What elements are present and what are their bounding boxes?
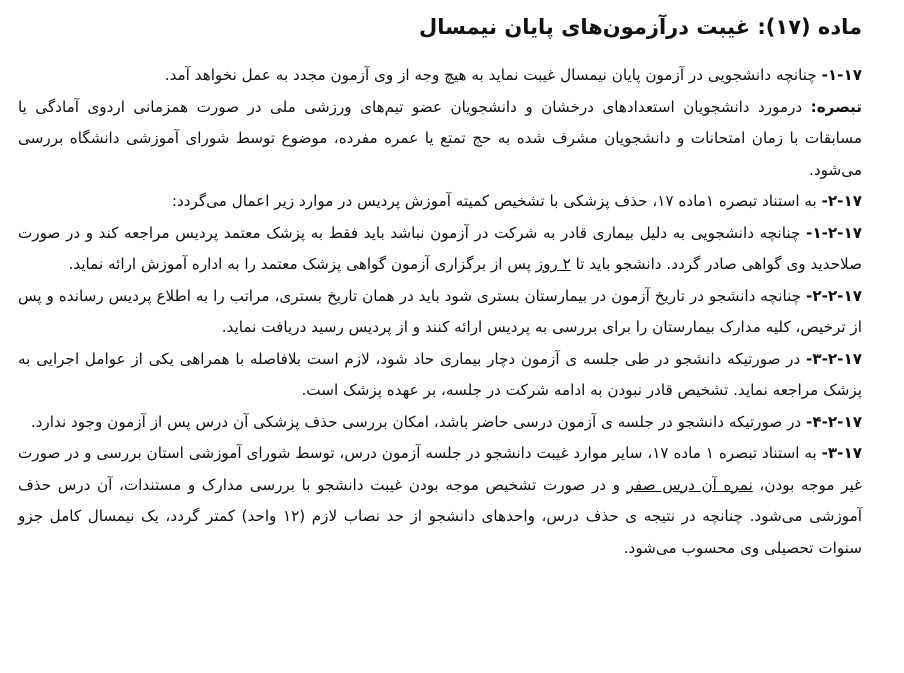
clause-17-2-4 <box>18 407 862 439</box>
clause-number: ۳-۱۷- <box>821 444 863 462</box>
note-label: تبصره: <box>810 97 862 116</box>
article-title: ماده (۱۷): غیبت درآزمون‌های پایان نیمسال <box>419 15 862 39</box>
underlined-zero-grade: نمره آن درس صفر <box>626 475 753 494</box>
clause-number: ۱-۲-۱۷- <box>806 223 862 242</box>
clause-17-1 <box>18 60 862 92</box>
clause-17-3 <box>18 438 862 564</box>
note-paragraph <box>18 92 862 187</box>
clause-text: چنانچه دانشجویی به دلیل بیماری قادر به شرکت در آزمون نباشد باید فقط به پزشک معتمد پردیس مراجعه کند و در صورت صلاحدید وی گواهی صادر گردد. دانشجو باید تا <box>18 223 862 273</box>
clause-17-2-2 <box>18 281 862 344</box>
clause-number: ۳-۲-۱۷- <box>806 349 862 368</box>
clause-number: ۴-۲-۱۷- <box>806 412 862 431</box>
clause-text: به استناد تبصره ۱ ماده ۱۷، سایر موارد غیبت دانشجو در جلسه آزمون درس، توسط شورای آموزشی استان بررسی و در صورت غیر موجه بودن، <box>18 444 862 494</box>
clause-text: چنانچه دانشجویی در آزمون پایان نیمسال غیبت نماید به هیچ وجه از وی آزمون مجدد به عمل نخواهد آمد. <box>164 66 822 84</box>
clause-number: ۲-۲-۱۷- <box>806 286 862 305</box>
clause-17-2 <box>18 186 862 218</box>
clause-text-continued: و در صورت تشخیص موجه بودن غیبت دانشجو با بررسی مدارک و مستندات، آن درس حذف آموزشی می‌شود. چنانچه در نتیجه ی حذف درس، واحدهای دانشجو از حد نصاب لازم (۱۲ واحد) کمتر گردد، یک نیمسال کامل جزو سنوات تحصیلی وی محسوب می‌شود. <box>18 475 862 557</box>
clause-text: چنانچه دانشجو در تاریخ آزمون در بیمارستان بستری شود باید در همان تاریخ بستری، مراتب را به اطلاع پردیس رسانده و پس از ترخیص، کلیه مدارک بیمارستان را برای بررسی به پردیس ارائه کنند و از پردیس رسید دریافت نماید. <box>18 286 862 336</box>
note-text: درمورد دانشجویان استعدادهای درخشان و دانشجویان عضو تیم‌های ورزشی ملی در صورت همزمانی اردوی آمادگی یا مسابقات با زمان امتحانات و دانشجویان مشرف شده به حج تمتع یا عمره مفرده، موضوع توسط شورای آموزشی دانشگاه بررسی می‌شود. <box>18 97 862 179</box>
clause-text: در صورتیکه دانشجو در طی جلسه ی آزمون دچار بیماری حاد شود، لازم است بلافاصله با همراهی یکی از عوامل اجرایی به پزشک مراجعه نماید. تشخیص قادر نبودن به ادامه شرکت در جلسه، بر عهده پزشک است. <box>18 349 862 399</box>
clause-text-continued: پس از برگزاری آزمون گواهی پزشک معتمد را به اداره آموزش ارائه نماید. <box>68 255 536 273</box>
clause-17-2-1 <box>18 218 862 281</box>
clause-17-2-3 <box>18 344 862 407</box>
clause-number: ۱-۱۷- <box>821 66 862 84</box>
underlined-deadline: ۲ روز <box>535 255 571 273</box>
clause-number: ۲-۱۷- <box>821 192 862 210</box>
clause-text: در صورتیکه دانشجو در جلسه ی آزمون درسی حاضر باشد، امکان بررسی حذف پزشکی آن درس پس از آزمون وجود ندارد. <box>30 412 806 431</box>
clause-text: به استناد تبصره ۱ماده ۱۷، حذف پزشکی با تشخیص کمیته آموزش پردیس در موارد زیر اعمال می‌گردد: <box>171 192 822 210</box>
